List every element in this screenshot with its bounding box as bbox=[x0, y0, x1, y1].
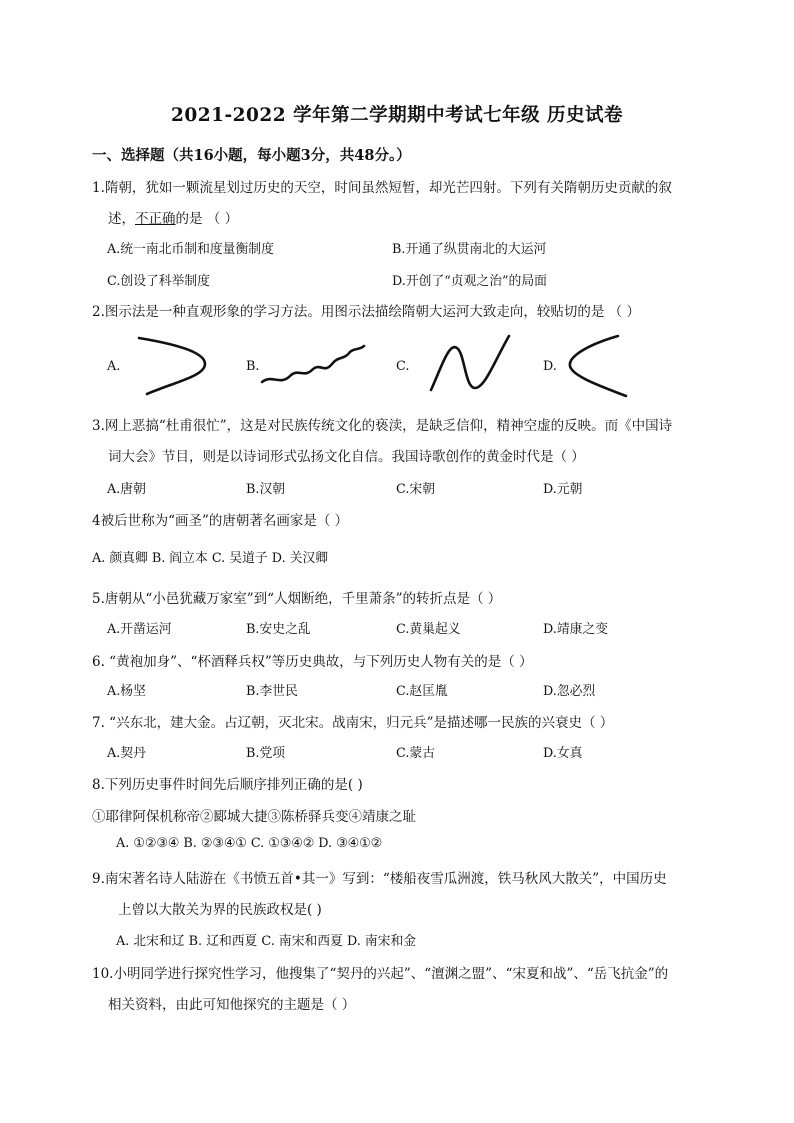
canal-curve-b-icon bbox=[258, 330, 368, 400]
q5-option-a: A.开凿运河 bbox=[107, 622, 172, 637]
canal-curve-c-icon bbox=[425, 330, 515, 400]
q3-option-c: C.宋朝 bbox=[396, 482, 435, 497]
q2-option-d-diagram bbox=[560, 330, 630, 400]
q2-option-b-diagram bbox=[258, 330, 368, 400]
q8-options: A. ①②③④ B. ②③④① C. ①③④② D. ③④①② bbox=[116, 836, 383, 851]
q9-stem-line1: 9.南宋著名诗人陆游在《书愤五首•其一》写到：“楼船夜雪瓜洲渡，铁马秋风大散关”，中国历史 bbox=[92, 871, 667, 887]
q4-stem-line1: 4被后世称为“画圣”的唐朝著名画家是（ ） bbox=[92, 513, 349, 529]
q6-stem-line1: 6. “黄袍加身”、“杯酒释兵权”等历史典故，与下列历史人物有关的是（ ） bbox=[92, 654, 533, 670]
q6-option-b: B.李世民 bbox=[246, 684, 298, 699]
q2-stem-line1: 2.图示法是一种直观形象的学习方法。用图示法描绘隋朝大运河大致走向，较贴切的是 （ ） bbox=[92, 304, 640, 320]
q10-stem-line1: 10.小明同学进行探究性学习，他搜集了“契丹的兴起”、“澶渊之盟”、“宋夏和战”、“岳飞抗金”的 bbox=[92, 966, 669, 982]
q8-stem-line2: ①耶律阿保机称帝②郾城大捷③陈桥驿兵变④靖康之耻 bbox=[92, 809, 416, 825]
q7-option-b: B.党项 bbox=[246, 746, 286, 761]
q10-stem-line2: 相关资料，由此可知他探究的主题是（ ） bbox=[108, 997, 356, 1013]
q1-stem-emphasis: 不正确 bbox=[135, 211, 176, 227]
q9-stem-line2: 上曾以大散关为界的民族政权是( ) bbox=[118, 902, 322, 918]
q2-option-a-label: A. bbox=[107, 359, 121, 374]
q3-option-b: B.汉朝 bbox=[246, 482, 286, 497]
q5-stem-line1: 5.唐朝从“小邑犹藏万家室”到“人烟断绝，千里萧条”的转折点是（ ） bbox=[92, 591, 502, 607]
section-heading: 一、选择题（共16小题，每小题3分，共48分。） bbox=[92, 147, 411, 164]
q2-option-d-label: D. bbox=[543, 359, 557, 374]
q9-options: A. 北宋和辽 B. 辽和西夏 C. 南宋和西夏 D. 南宋和金 bbox=[116, 934, 417, 949]
q3-option-d: D.元朝 bbox=[543, 482, 583, 497]
q3-stem-line2: 词大会》节目，则是以诗词形式弘扬文化自信。我国诗歌创作的黄金时代是（ ） bbox=[108, 449, 585, 465]
q1-option-b: B.开通了纵贯南北的大运河 bbox=[392, 242, 547, 257]
q1-stem-pre: 述， bbox=[108, 211, 135, 227]
q7-option-d: D.女真 bbox=[543, 746, 583, 761]
q1-stem-line1: 1.隋朝，犹如一颗流星划过历史的天空，时间虽然短暂，却光芒四射。下列有关隋朝历史贡献的叙 bbox=[92, 180, 672, 196]
q7-stem-line1: 7. “兴东北，建大金。占辽朝，灭北宋。战南宋，归元兵”是描述哪一民族的兴衰史（ ） bbox=[92, 715, 614, 731]
q3-stem-line1: 3.网上恶搞“杜甫很忙”，这是对民族传统文化的亵渎，是缺乏信仰，精神空虚的反映。而《中国诗 bbox=[92, 418, 673, 434]
q1-option-d: D.开创了“贞观之治”的局面 bbox=[392, 274, 547, 289]
q8-stem-line1: 8.下列历史事件时间先后顺序排列正确的是( ) bbox=[92, 777, 363, 793]
q3-option-a: A.唐朝 bbox=[107, 482, 146, 497]
q1-stem-line2 bbox=[108, 207, 238, 227]
q2-option-c-diagram bbox=[425, 330, 515, 400]
q1-option-c: C.创设了科举制度 bbox=[107, 274, 210, 289]
q2-option-a-diagram bbox=[135, 330, 215, 400]
q5-option-b: B.安史之乱 bbox=[246, 622, 311, 637]
q7-option-a: A.契丹 bbox=[107, 746, 146, 761]
q1-option-a: A.统一南北币制和度量衡制度 bbox=[107, 242, 274, 257]
q2-option-b-label: B. bbox=[246, 359, 260, 374]
exam-title: 2021-2022 学年第二学期期中考试七年级 历史试卷 bbox=[170, 105, 624, 126]
q5-option-c: C.黄巢起义 bbox=[396, 622, 461, 637]
canal-curve-a-icon bbox=[135, 330, 215, 400]
q7-option-c: C.蒙古 bbox=[396, 746, 435, 761]
q6-option-a: A.杨坚 bbox=[107, 684, 146, 699]
canal-curve-d-icon bbox=[560, 330, 630, 400]
q4-options: A. 颜真卿 B. 阎立本 C. 吴道子 D. 关汉卿 bbox=[92, 551, 329, 566]
q5-option-d: D.靖康之变 bbox=[543, 622, 609, 637]
q6-option-c: C.赵匡胤 bbox=[396, 684, 448, 699]
q6-option-d: D.忽必烈 bbox=[543, 684, 596, 699]
q1-stem-post: 的是 （ ） bbox=[175, 211, 239, 227]
q2-option-c-label: C. bbox=[396, 359, 410, 374]
